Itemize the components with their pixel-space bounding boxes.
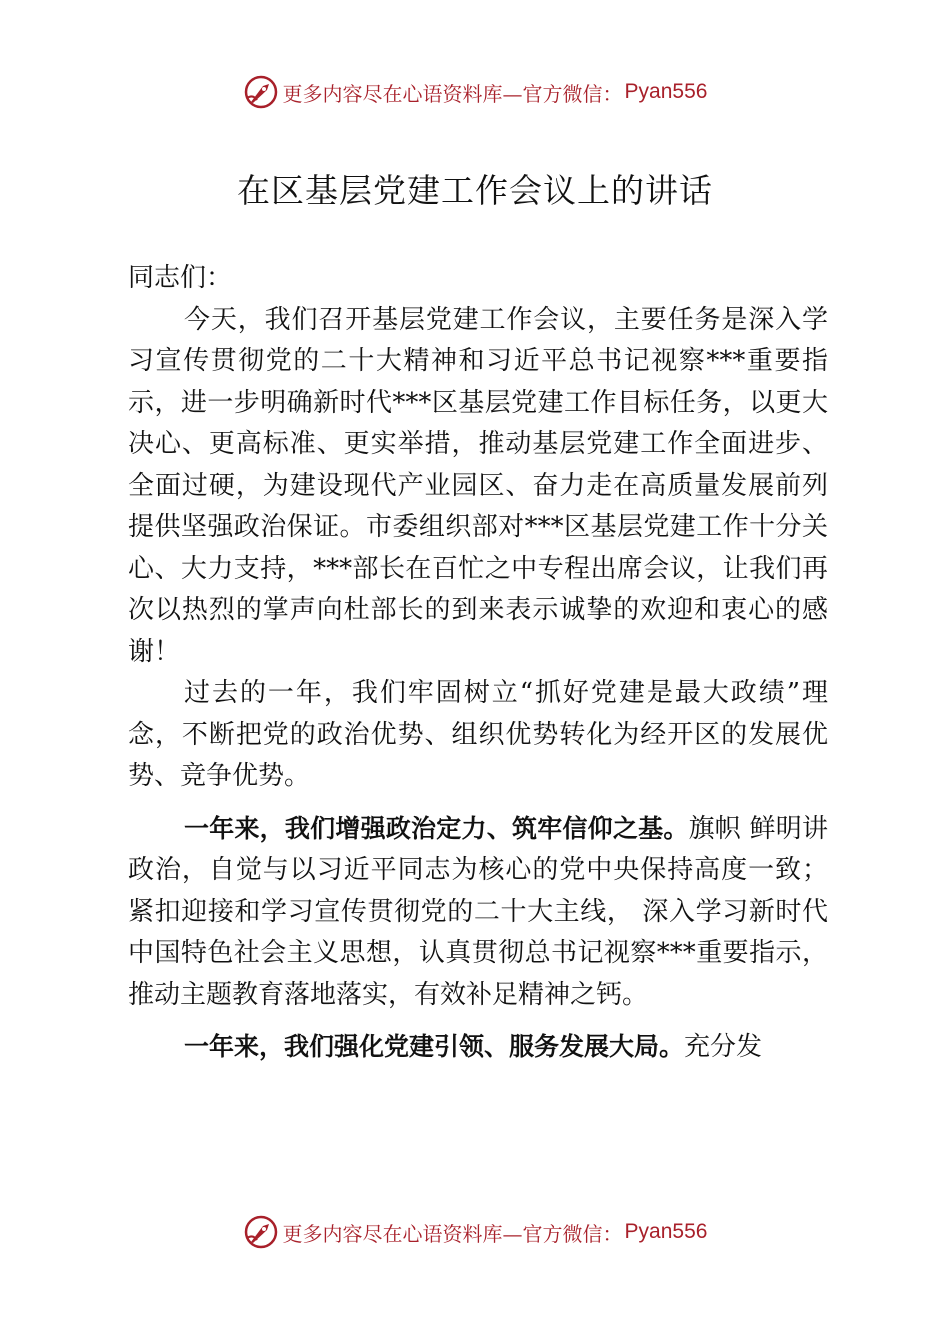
header-banner-text: 更多内容尽在心语资料库—官方微信： [282, 81, 623, 106]
paragraph-3-text: 旗帜 鲜明讲政治，自觉与以习近平同志为核心的党中央保持高度一致；紧扣迎接和学习宣传贯彻党的二十大主线， 深入学习新时代中国特色社会主义思想，认真贯彻总书记视察***重要指示，推动主题教育落地落实，有效补足精神之钙。 [128, 813, 828, 1010]
paragraph-4-heading: 一年来，我们强化党建引领、服务发展大局。 [184, 1032, 685, 1061]
paragraph-2: 过去的一年，我们牢固树立“抓好党建是最大政绩”理念，不断把党的政治优势、组织优势转化为经开区的发展优势、竞争优势。 [128, 678, 828, 791]
pen-nib-logo-icon [243, 74, 279, 110]
document-body [128, 258, 828, 1069]
paragraph-4-text: 充分发 [684, 1032, 763, 1062]
document-title: 在区基层党建工作会议上的讲话 [237, 171, 713, 210]
header-banner [0, 72, 950, 112]
salutation: 同志们： [128, 263, 233, 293]
pen-nib-logo-icon [243, 1214, 279, 1250]
footer-wechat-id: Pyan556 [624, 1220, 708, 1243]
header-wechat-id: Pyan556 [624, 80, 708, 103]
footer-banner-text: 更多内容尽在心语资料库—官方微信： [282, 1221, 623, 1246]
paragraph-3 [128, 808, 828, 1017]
paragraph-1: 今天，我们召开基层党建工作会议，主要任务是深入学习宣传贯彻党的二十大精神和习近平总书记视察***重要指示，进一步明确新时代***区基层党建工作目标任务，以更大决心、更高标准、更实举措，推动基层党建工作全面进步、全面过硬，为建设现代产业园区、奋力走在高质量发展前列提供坚强政治保证。市委组织部对***区基层党建工作十分关心、大力支持，***部长在百忙之中专程出席会议，让我们再次以热烈的掌声向杜部长的到来表示诚挚的欢迎和衷心的感谢！ [128, 304, 828, 667]
footer-banner [0, 1212, 950, 1252]
paragraph-4 [128, 1026, 828, 1069]
paragraph-3-heading: 一年来，我们增强政治定力、筑牢信仰之基。 [184, 813, 689, 843]
